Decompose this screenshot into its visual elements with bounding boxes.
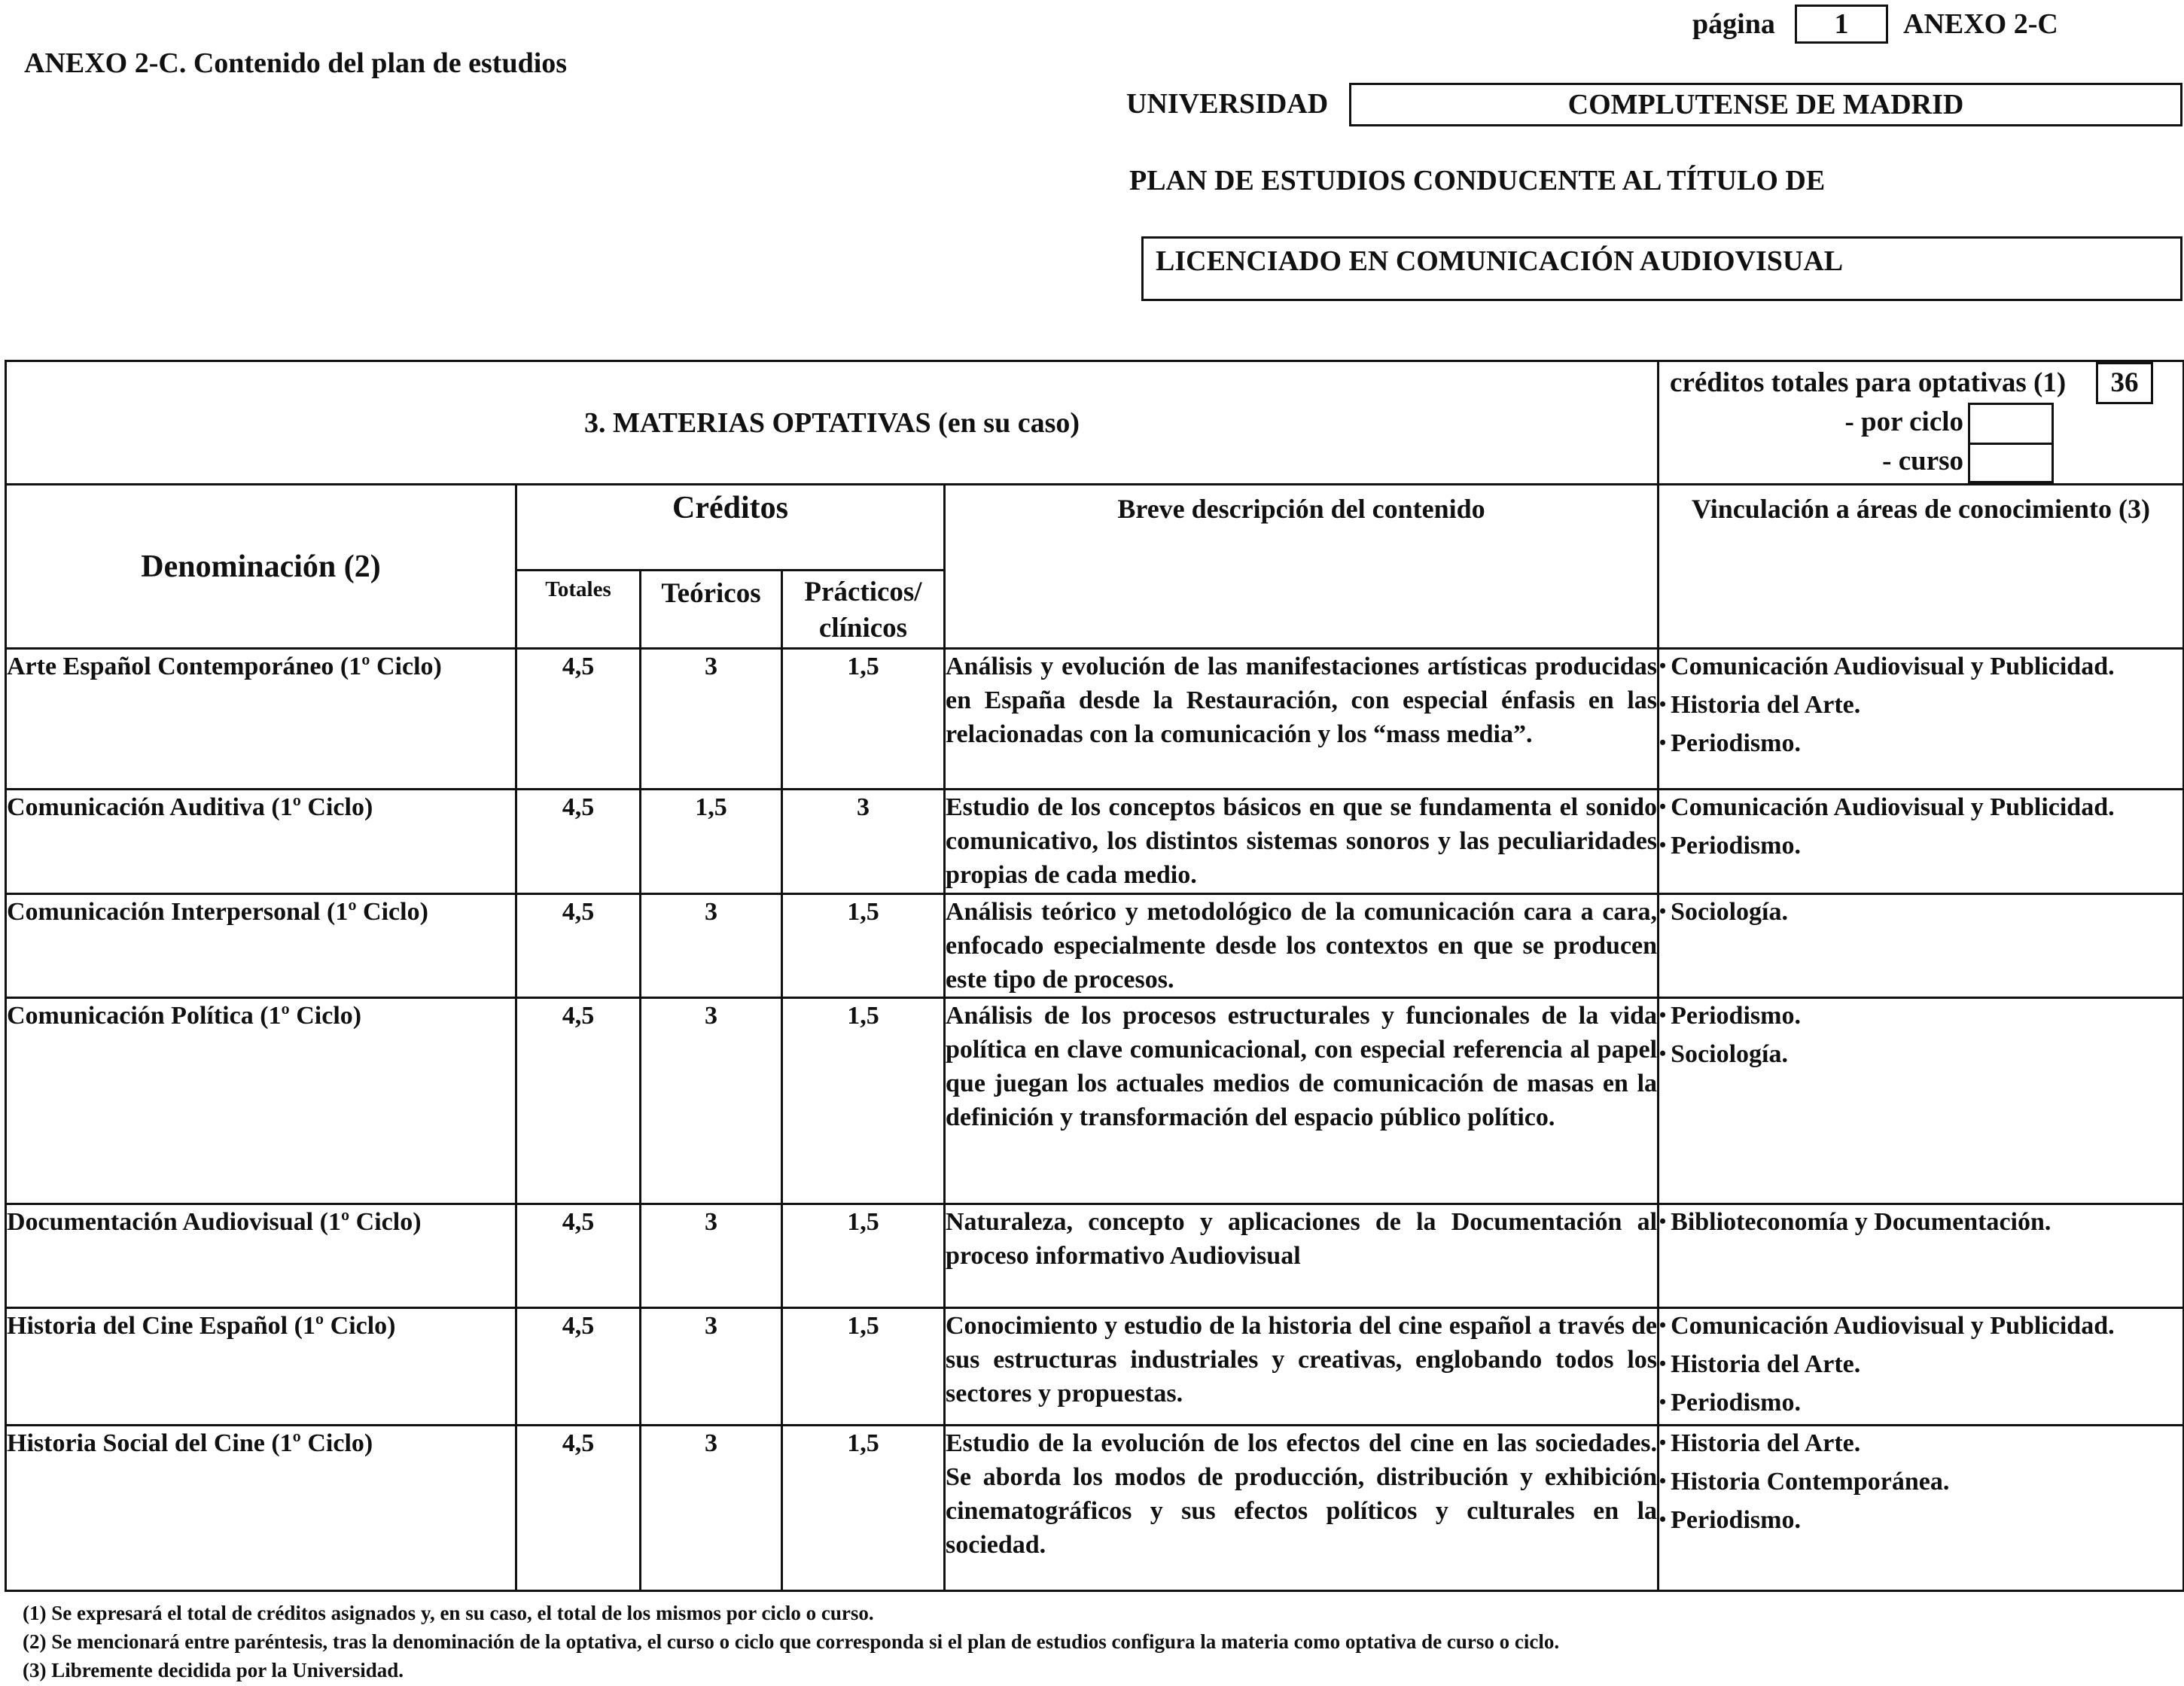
credits-total: 4,5 — [516, 1204, 641, 1308]
credits-total: 4,5 — [516, 894, 641, 998]
subject-description: Análisis teórico y metodológico de la comunicación cara a cara, enfocado especialmente desde los contextos en que se producen este tipo de procesos. — [945, 894, 1659, 998]
university-box — [1349, 83, 2182, 126]
name-header: Denominación (2) — [6, 485, 516, 649]
theory-header: Teóricos — [641, 571, 782, 649]
subject-name: Comunicación Auditiva (1º Ciclo) — [6, 790, 516, 894]
subject-description: Estudio de la evolución de los efectos del cine en las sociedades. Se aborda los modos de producción, distribución y exhibición cinematográficos y sus efectos políticos y culturales en la sociedad. — [945, 1426, 1659, 1591]
credits-theory: 1,5 — [641, 790, 782, 894]
credits-practical: 3 — [782, 790, 945, 894]
annex-code: ANEXO 2-C — [1903, 8, 2058, 40]
footnote-2: (2) Se mencionará entre paréntesis, tras la denominación de la optativa, el curso o ciclo que corresponda si el plan de estudios configura la materia como optativa de curso o ciclo. — [23, 1630, 1560, 1653]
area-item: • Historia Contemporánea. — [1659, 1465, 2182, 1500]
subject-description: Análisis de los procesos estructurales y funcionales de la vida política en clave comunicacional, con especial referencia al papel que juegan los actuales medios de comunicación de masas en la definición y transformación del espacio público político. — [945, 998, 1659, 1204]
annex-title: ANEXO 2-C. Contenido del plan de estudios — [24, 47, 568, 79]
credits-practical: 1,5 — [782, 998, 945, 1204]
credits-practical: 1,5 — [782, 1308, 945, 1426]
university-name: COMPLUTENSE DE MADRID — [1567, 89, 1964, 120]
plan-label: PLAN DE ESTUDIOS CONDUCENTE AL TÍTULO DE — [1129, 165, 1826, 196]
page-number: 1 — [1834, 8, 1849, 40]
total-credits-label: créditos totales para optativas (1) — [1670, 367, 2067, 398]
table-row — [6, 1426, 2184, 1591]
credits-theory: 3 — [641, 1204, 782, 1308]
credits-theory: 3 — [641, 649, 782, 790]
total-credits-value: 36 — [2110, 367, 2139, 398]
subject-name: Historia del Cine Español (1º Ciclo) — [6, 1308, 516, 1426]
total-credits-box — [2096, 362, 2153, 404]
knowledge-areas — [1659, 1204, 2184, 1308]
credits-summary-cell — [1659, 361, 2184, 485]
area-item: • Periodismo. — [1659, 726, 2182, 762]
credits-theory: 3 — [641, 894, 782, 998]
credits-practical: 1,5 — [782, 649, 945, 790]
totals-header: Totales — [516, 571, 641, 649]
credits-practical: 1,5 — [782, 1204, 945, 1308]
university-label: UNIVERSIDAD — [1126, 88, 1329, 120]
credits-practical: 1,5 — [782, 894, 945, 998]
area-item: • Comunicación Audiovisual y Publicidad. — [1659, 650, 2182, 685]
area-item: • Historia del Arte. — [1659, 1426, 2182, 1462]
subject-description: Análisis y evolución de las manifestaciones artísticas producidas en España desde la Restauración, con especial énfasis en las relacionadas con la comunicación y los “mass media”. — [945, 649, 1659, 790]
area-item: • Sociología. — [1659, 1037, 2182, 1073]
table-row — [6, 894, 2184, 998]
page-label: página — [1692, 8, 1775, 40]
knowledge-areas — [1659, 998, 2184, 1204]
table-row — [6, 649, 2184, 790]
credits-total: 4,5 — [516, 649, 641, 790]
table-row — [6, 998, 2184, 1204]
credits-total: 4,5 — [516, 1308, 641, 1426]
section-title-cell — [6, 361, 1659, 485]
page-number-box — [1795, 5, 1888, 44]
area-item: • Comunicación Audiovisual y Publicidad. — [1659, 790, 2182, 826]
optional-subjects-table — [5, 360, 2184, 1592]
practical-header: Prácticos/ clínicos — [782, 571, 945, 649]
credits-theory: 3 — [641, 1426, 782, 1591]
area-item: • Biblioteconomía y Documentación. — [1659, 1205, 2182, 1240]
subject-description: Conocimiento y estudio de la historia del cine español a través de sus estructuras industriales y creativas, englobando todos los sectores y propuestas. — [945, 1308, 1659, 1426]
per-cycle-label: - por ciclo — [1844, 406, 1964, 437]
area-item: • Sociología. — [1659, 895, 2182, 930]
credits-total: 4,5 — [516, 1426, 641, 1591]
footnote-3: (3) Libremente decidida por la Universidad. — [23, 1659, 404, 1681]
subject-name: Historia Social del Cine (1º Ciclo) — [6, 1426, 516, 1591]
subject-description: Estudio de los conceptos básicos en que se fundamenta el sonido comunicativo, los distintos sistemas sonoros y las peculiaridades propias de cada medio. — [945, 790, 1659, 894]
degree-box — [1141, 236, 2182, 301]
area-item: • Historia del Arte. — [1659, 1347, 2182, 1383]
per-course-box — [1968, 443, 2054, 483]
subject-name: Comunicación Política (1º Ciclo) — [6, 998, 516, 1204]
area-item: • Periodismo. — [1659, 829, 2182, 864]
per-course-label: - curso — [1882, 446, 1964, 476]
degree-title: LICENCIADO EN COMUNICACIÓN AUDIOVISUAL — [1156, 245, 1844, 277]
table-row — [6, 790, 2184, 894]
areas-header: Vinculación a áreas de conocimiento (3) — [1659, 485, 2184, 649]
knowledge-areas — [1659, 894, 2184, 998]
area-item: • Historia del Arte. — [1659, 688, 2182, 723]
per-cycle-box — [1968, 403, 2054, 445]
subject-description: Naturaleza, concepto y aplicaciones de la Documentación al proceso informativo Audiovisual — [945, 1204, 1659, 1308]
table-row — [6, 1308, 2184, 1426]
description-header: Breve descripción del contenido — [945, 485, 1659, 649]
credits-theory: 3 — [641, 1308, 782, 1426]
credits-practical: 1,5 — [782, 1426, 945, 1591]
knowledge-areas — [1659, 1426, 2184, 1591]
subject-name: Comunicación Interpersonal (1º Ciclo) — [6, 894, 516, 998]
subject-name: Documentación Audiovisual (1º Ciclo) — [6, 1204, 516, 1308]
area-item: • Comunicación Audiovisual y Publicidad. — [1659, 1309, 2182, 1344]
section-title: 3. MATERIAS OPTATIVAS (en su caso) — [583, 406, 1080, 439]
area-item: • Periodismo. — [1659, 1386, 2182, 1421]
subject-name: Arte Español Contemporáneo (1º Ciclo) — [6, 649, 516, 790]
knowledge-areas — [1659, 790, 2184, 894]
credits-theory: 3 — [641, 998, 782, 1204]
table-row — [6, 1204, 2184, 1308]
knowledge-areas — [1659, 1308, 2184, 1426]
area-item: • Periodismo. — [1659, 999, 2182, 1034]
credits-header: Créditos — [516, 485, 945, 571]
credits-total: 4,5 — [516, 998, 641, 1204]
credits-total: 4,5 — [516, 790, 641, 894]
knowledge-areas — [1659, 649, 2184, 790]
area-item: • Periodismo. — [1659, 1503, 2182, 1538]
footnote-1: (1) Se expresará el total de créditos asignados y, en su caso, el total de los mismos por ciclo o curso. — [23, 1602, 874, 1624]
